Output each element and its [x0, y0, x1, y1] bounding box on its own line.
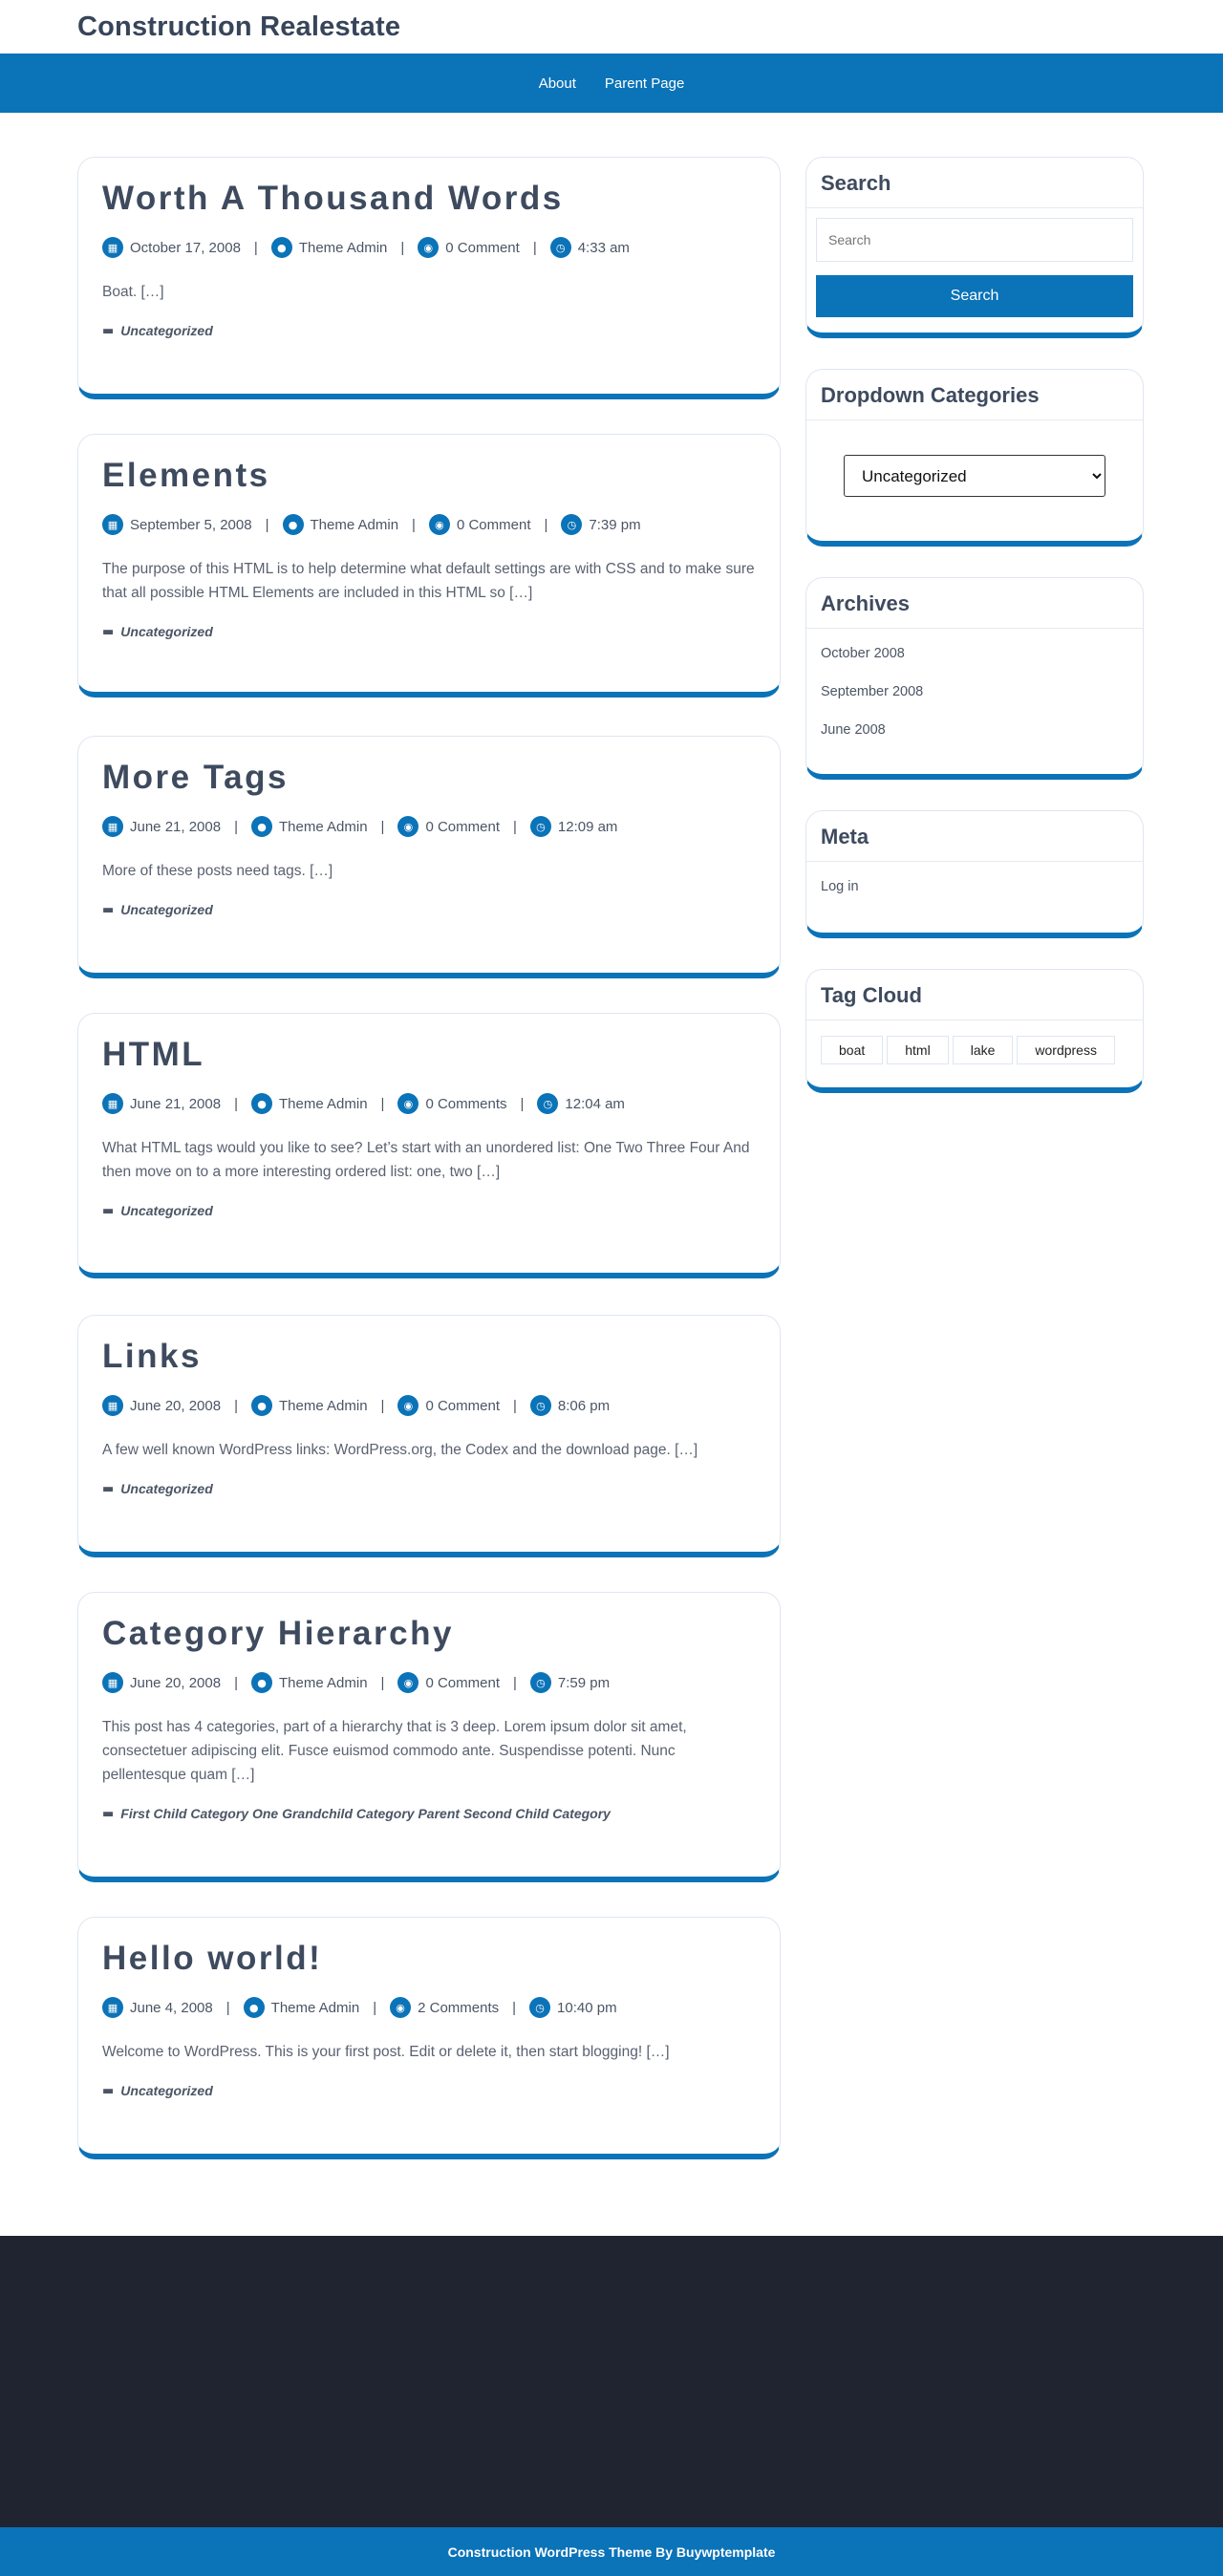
- clock-icon: ◷: [530, 1395, 551, 1416]
- post-time: [537, 1093, 625, 1114]
- post-excerpt: What HTML tags would you like to see? Let’s start with an unordered list: One Two Three Four And then move on to a more interesting ordered list: one, two […]: [102, 1140, 750, 1180]
- post-time: [530, 1395, 610, 1416]
- post-time-text: 4:33 am: [577, 239, 630, 256]
- widget-title: Search: [806, 158, 1143, 208]
- comments-icon: ◉: [397, 816, 418, 837]
- post-date-text[interactable]: June 20, 2008: [130, 1674, 222, 1691]
- post-author-text[interactable]: Theme Admin: [279, 1674, 368, 1691]
- post-author: [244, 1997, 360, 2018]
- post-author: [251, 1093, 368, 1114]
- meta-separator: |: [512, 1999, 517, 2016]
- post-author: [251, 816, 368, 837]
- post-comments-text[interactable]: 0 Comment: [425, 1674, 500, 1691]
- post-categories-text[interactable]: Uncategorized: [120, 1203, 213, 1218]
- site-header: [0, 0, 1223, 54]
- post-date: [102, 1395, 221, 1416]
- select-wrap: [806, 420, 1143, 526]
- meta-separator: |: [234, 1095, 238, 1112]
- meta-separator: |: [265, 516, 269, 533]
- meta-separator: |: [253, 239, 258, 256]
- meta-separator: |: [373, 1999, 377, 2016]
- post-time: [529, 1997, 617, 2018]
- user-icon: ●: [283, 514, 304, 535]
- widget-title: Meta: [806, 811, 1143, 862]
- calendar-icon: ▦: [102, 1093, 123, 1114]
- meta-widget: [805, 810, 1144, 938]
- post-excerpt: The purpose of this HTML is to help determine what default settings are with CSS and to make sure that all possible HTML Elements are included in this HTML so […]: [102, 561, 755, 601]
- post-meta: [102, 1996, 756, 2019]
- post-card: [77, 1013, 781, 1278]
- post-comments-text[interactable]: 0 Comment: [456, 516, 531, 533]
- post-meta: [102, 1394, 756, 1417]
- user-icon: ●: [251, 1672, 272, 1693]
- post-time: [561, 514, 640, 535]
- categories-select[interactable]: [844, 455, 1105, 497]
- meta-separator: |: [380, 818, 385, 835]
- meta-separator: |: [380, 1397, 385, 1414]
- calendar-icon: ▦: [102, 514, 123, 535]
- tag-cloud-widget: [805, 969, 1144, 1093]
- post-author: [251, 1672, 368, 1693]
- post-author-text[interactable]: Theme Admin: [279, 1095, 368, 1112]
- user-icon: ●: [244, 1997, 265, 2018]
- clock-icon: ◷: [561, 514, 582, 535]
- comments-icon: ◉: [397, 1093, 418, 1114]
- post-title[interactable]: Worth A Thousand Words: [102, 180, 564, 217]
- post-comments-text[interactable]: 2 Comments: [418, 1999, 500, 2016]
- post-categories: [102, 1481, 756, 1496]
- post-excerpt: Boat. […]: [102, 284, 164, 300]
- meta-separator: |: [544, 516, 548, 533]
- post-comments: [397, 816, 500, 837]
- post-card: [77, 1592, 781, 1882]
- search-widget: [805, 157, 1144, 338]
- post-categories-text[interactable]: Uncategorized: [120, 624, 213, 639]
- post-time-text: 7:59 pm: [557, 1674, 611, 1691]
- archive-link-june-2008[interactable]: June 2008: [821, 722, 886, 738]
- meta-separator: |: [520, 1095, 525, 1112]
- folder-icon: ▬: [102, 1203, 115, 1218]
- post-categories-text[interactable]: First Child Category One Grandchild Category Parent Second Child Category: [120, 1806, 611, 1821]
- widget-title: Dropdown Categories: [806, 370, 1143, 420]
- post-date-text[interactable]: October 17, 2008: [130, 239, 241, 256]
- archives-widget: [805, 577, 1144, 780]
- post-categories-text[interactable]: Uncategorized: [120, 323, 213, 338]
- copyright-text[interactable]: Construction WordPress Theme By Buywptemplate: [447, 2544, 776, 2560]
- post-categories: [102, 323, 756, 338]
- tag-lake[interactable]: lake: [953, 1036, 1014, 1064]
- meta-separator: |: [380, 1095, 385, 1112]
- tag-boat[interactable]: boat: [821, 1036, 883, 1064]
- post-title[interactable]: HTML: [102, 1036, 205, 1073]
- user-icon: ●: [251, 816, 272, 837]
- post-comments: [397, 1093, 506, 1114]
- post-time-text: 7:39 pm: [589, 516, 641, 533]
- meta-separator: |: [234, 1397, 238, 1414]
- tag-html[interactable]: html: [887, 1036, 948, 1064]
- post-excerpt: A few well known WordPress links: WordPress.org, the Codex and the download page. […]: [102, 1442, 698, 1458]
- post-author: [283, 514, 399, 535]
- post-excerpt: Welcome to WordPress. This is your first post. Edit or delete it, then start blogging! […]: [102, 2044, 670, 2060]
- post-date-text[interactable]: June 21, 2008: [130, 818, 222, 835]
- comments-icon: ◉: [390, 1997, 411, 2018]
- post-title[interactable]: Elements: [102, 457, 270, 494]
- archive-link-september-2008[interactable]: September 2008: [821, 684, 924, 699]
- post-date-text[interactable]: September 5, 2008: [130, 516, 252, 533]
- copyright-bar: [0, 2527, 1223, 2576]
- post-categories-text[interactable]: Uncategorized: [120, 1481, 213, 1496]
- calendar-icon: ▦: [102, 237, 123, 258]
- widget-title: Tag Cloud: [806, 970, 1143, 1020]
- comments-icon: ◉: [397, 1672, 418, 1693]
- post-comments: [390, 1997, 499, 2018]
- post-comments: [429, 514, 531, 535]
- post-date-text[interactable]: June 21, 2008: [130, 1095, 222, 1112]
- post-title[interactable]: Hello world!: [102, 1940, 323, 1977]
- post-author-text[interactable]: Theme Admin: [310, 516, 399, 533]
- post-time-text: 8:06 pm: [557, 1397, 611, 1414]
- clock-icon: ◷: [550, 237, 571, 258]
- archive-link-october-2008[interactable]: October 2008: [821, 646, 905, 661]
- folder-icon: ▬: [102, 624, 115, 639]
- nav-link-about[interactable]: About: [538, 75, 576, 92]
- post-excerpt: More of these posts need tags. […]: [102, 863, 333, 879]
- post-categories: [102, 1806, 756, 1821]
- site-title[interactable]: Construction Realestate: [77, 11, 401, 42]
- meta-separator: |: [412, 516, 416, 533]
- search-button[interactable]: Search: [816, 275, 1133, 317]
- meta-list: [806, 862, 1143, 929]
- post-date: [102, 816, 221, 837]
- post-comments-text[interactable]: 0 Comment: [445, 239, 520, 256]
- post-card: [77, 434, 781, 698]
- post-time: [550, 237, 630, 258]
- post-excerpt: This post has 4 categories, part of a hierarchy that is 3 deep. Lorem ipsum dolor sit amet, consectetuer adipiscing elit. Fusce euismod commodo ante. Suspendisse potenti. Nunc pellentesque quam […]: [102, 1719, 687, 1783]
- post-categories: [102, 2083, 756, 2098]
- meta-separator: |: [532, 239, 537, 256]
- clock-icon: ◷: [530, 816, 551, 837]
- calendar-icon: ▦: [102, 1395, 123, 1416]
- folder-icon: ▬: [102, 2083, 115, 2098]
- meta-separator: |: [234, 1674, 238, 1691]
- post-date: [102, 1997, 213, 2018]
- search-input[interactable]: [816, 218, 1133, 262]
- post-time: [530, 1672, 610, 1693]
- post-comments-text[interactable]: 0 Comment: [425, 818, 500, 835]
- post-date: [102, 237, 241, 258]
- post-meta: [102, 1092, 756, 1115]
- post-categories: [102, 624, 756, 639]
- main-content: [0, 113, 1223, 2236]
- post-author: [271, 237, 388, 258]
- post-time-text: 12:09 am: [557, 818, 618, 835]
- folder-icon: ▬: [102, 323, 115, 338]
- post-author-text[interactable]: Theme Admin: [298, 239, 388, 256]
- user-icon: ●: [251, 1093, 272, 1114]
- post-categories: [102, 1203, 756, 1218]
- post-categories-text[interactable]: Uncategorized: [120, 902, 213, 917]
- calendar-icon: ▦: [102, 816, 123, 837]
- comments-icon: ◉: [418, 237, 439, 258]
- post-time: [530, 816, 618, 837]
- meta-separator: |: [512, 1674, 517, 1691]
- post-title[interactable]: Links: [102, 1338, 202, 1375]
- meta-separator: |: [380, 1674, 385, 1691]
- main-nav: [0, 54, 1223, 113]
- calendar-icon: ▦: [102, 1997, 123, 2018]
- post-title[interactable]: Category Hierarchy: [102, 1615, 454, 1652]
- post-date-text[interactable]: June 20, 2008: [130, 1397, 222, 1414]
- post-time-text: 12:04 am: [565, 1095, 625, 1112]
- post-categories-text[interactable]: Uncategorized: [120, 2083, 213, 2098]
- meta-separator: |: [225, 1999, 230, 2016]
- nav-link-parent-page[interactable]: Parent Page: [604, 75, 685, 92]
- post-comments: [397, 1395, 500, 1416]
- post-meta: [102, 513, 756, 536]
- calendar-icon: ▦: [102, 1672, 123, 1693]
- meta-separator: |: [512, 818, 517, 835]
- dropdown-categories-widget: [805, 369, 1144, 547]
- post-card: [77, 1315, 781, 1557]
- post-categories: [102, 902, 756, 917]
- comments-icon: ◉: [429, 514, 450, 535]
- meta-link-login[interactable]: Log in: [821, 879, 859, 894]
- tag-wordpress[interactable]: wordpress: [1017, 1036, 1115, 1064]
- post-time-text: 10:40 pm: [557, 1999, 617, 2016]
- meta-separator: |: [400, 239, 405, 256]
- post-author-text[interactable]: Theme Admin: [279, 1397, 368, 1414]
- post-meta: [102, 236, 756, 259]
- clock-icon: ◷: [529, 1997, 550, 2018]
- folder-icon: ▬: [102, 1481, 115, 1496]
- post-comments: [397, 1672, 500, 1693]
- post-title[interactable]: More Tags: [102, 759, 289, 796]
- post-meta: [102, 1671, 756, 1694]
- post-date: [102, 514, 252, 535]
- post-date: [102, 1672, 221, 1693]
- folder-icon: ▬: [102, 902, 115, 917]
- comments-icon: ◉: [397, 1395, 418, 1416]
- post-author: [251, 1395, 368, 1416]
- post-card: [77, 157, 781, 399]
- post-author-text[interactable]: Theme Admin: [279, 818, 368, 835]
- post-card: [77, 1917, 781, 2159]
- post-date-text[interactable]: June 4, 2008: [130, 1999, 213, 2016]
- post-comments-text[interactable]: 0 Comment: [425, 1397, 500, 1414]
- post-meta: [102, 815, 756, 838]
- tag-list: [806, 1020, 1143, 1076]
- post-author-text[interactable]: Theme Admin: [270, 1999, 360, 2016]
- meta-separator: |: [512, 1397, 517, 1414]
- clock-icon: ◷: [537, 1093, 558, 1114]
- post-card: [77, 736, 781, 978]
- widget-title: Archives: [806, 578, 1143, 629]
- post-comments: [418, 237, 520, 258]
- post-comments-text[interactable]: 0 Comments: [425, 1095, 507, 1112]
- archives-list: [806, 629, 1143, 772]
- site-footer: [0, 2236, 1223, 2527]
- folder-icon: ▬: [102, 1806, 115, 1821]
- user-icon: ●: [271, 237, 292, 258]
- meta-separator: |: [234, 818, 238, 835]
- clock-icon: ◷: [530, 1672, 551, 1693]
- user-icon: ●: [251, 1395, 272, 1416]
- post-date: [102, 1093, 221, 1114]
